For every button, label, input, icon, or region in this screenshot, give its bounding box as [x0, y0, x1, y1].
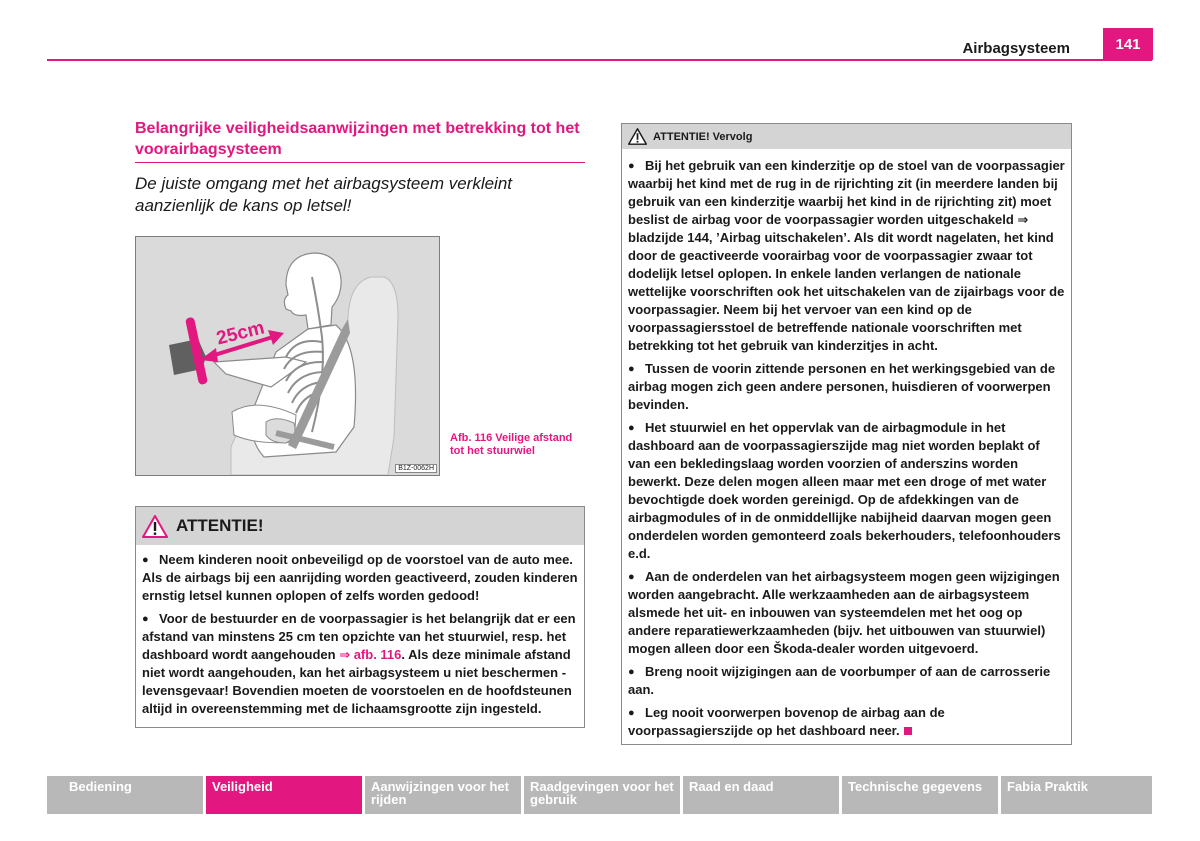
warning-continued-box — [621, 123, 1072, 745]
footer-tab-fabia-praktik[interactable]: Fabia Praktik — [1001, 776, 1152, 814]
warning-item: ● Tussen de voorin zittende personen en het werkingsgebied van de airbag mogen zich geen andere personen, huisdieren of voorwerpen bevinden. — [628, 361, 1056, 412]
footer-tab-raad-en-daad[interactable]: Raad en daad — [683, 776, 839, 814]
footer-tab-aanwijzingen[interactable]: Aanwijzingen voor het rijden — [365, 776, 521, 814]
warning-item: ● Aan de onderdelen van het airbagsysteem mogen geen wijzigingen worden aangebracht. Alle werkzaamheden aan de airbagsysteem alsmede het uit- en inbouwen van systeemdelen met het oog op andere reparatiewerkzaamheden (bijv. het uitbouwen van stuurwiel) mogen alleen door een Škoda-dealer worden uitgevoerd. — [628, 569, 1060, 656]
end-of-section-marker — [904, 727, 912, 735]
bullet-icon: ● — [628, 363, 635, 375]
bullet-icon: ● — [142, 613, 149, 625]
footer-nav — [47, 776, 1152, 814]
section-title-rule — [135, 162, 585, 163]
footer-tab-veiligheid[interactable]: Veiligheid — [206, 776, 362, 814]
bullet-icon: ● — [628, 707, 635, 719]
footer-tab-raadgevingen[interactable]: Raadgevingen voor het gebruik — [524, 776, 680, 814]
warning-item: ● Leg nooit voorwerpen bovenop de airbag aan de voorpassagierszijde op het dashboard neer. — [628, 705, 945, 738]
bullet-icon: ● — [628, 571, 635, 583]
warning-item: ● Het stuurwiel en het oppervlak van de airbagmodule in het dashboard aan de voorpassagierszijde mag niet worden beplakt of van een bekledingslaag worden voorzien of anderszins worden bewerkt. Deze delen mogen alleen maar met een droge of met water bevochtigde doek worden gereinigd. Op de afdekkingen van de airbagmodules of in de onmiddellijke nabijheid daarvan mogen geen onderdelen worden gemonteerd zoals bekerhouders, telefoonhouders e.d. — [628, 420, 1061, 561]
running-header-title: Airbagsysteem — [962, 40, 1070, 57]
footer-tab-bediening[interactable]: Bediening — [47, 776, 203, 814]
bullet-icon: ● — [142, 554, 149, 566]
warning-item: ● Breng nooit wijzigingen aan de voorbumper of aan de carrosserie aan. — [628, 664, 1051, 697]
figure-code: B1Z-0062H — [395, 464, 437, 473]
footer-tab-technische-gegevens[interactable]: Technische gegevens — [842, 776, 998, 814]
section-title: Belangrijke veiligheidsaanwijzingen met betrekking tot het voorairbagsysteem — [135, 120, 580, 158]
figure-caption: Afb. 116 Veilige afstand tot het stuurwiel — [450, 432, 573, 457]
warning-item: ● Neem kinderen nooit onbeveiligd op de voorstoel van de auto mee. Als de airbags bij een aanrijding worden geactiveerd, zouden kinderen ernstig letsel kunnen oplopen of zelfs worden gedood! — [142, 552, 578, 603]
warning-triangle-icon — [142, 515, 168, 538]
bullet-icon: ● — [628, 160, 635, 172]
warning-header — [136, 507, 584, 545]
warning-item: ● Voor de bestuurder en de voorpassagier is het belangrijk dat er een afstand van minstens 25 cm ten opzichte van het stuurwiel, resp. het dashboard wordt aangehouden ⇒ afb. 116. Als deze minimale afstand niet wordt aangehouden, kan het airbagsysteem u niet beschermen - levensgevaar! Bovendien moeten de voorstoelen en de hoofdsteunen altijd in overeenstemming met de lichaamsgrootte zijn ingesteld. — [142, 611, 576, 716]
airbag-distance-figure — [135, 236, 440, 476]
warning-item: ● Bij het gebruik van een kinderzitje op de stoel van de voorpassagier waarbij het kind met de rug in de rijrichting zit (in meerdere landen bij gebruik van een kinderzitje waarbij het kind in de rijrichting zit) moet beslist de airbag voor de voorpassagier worden uitgeschakeld ⇒ bladzijde 144, ’Airbag uitschakelen’. Als dit wordt nagelaten, het kind door de geactiveerde voorairbag voor de voorpassagier zwaar tot dodelijk letsel oplopen. In enkele landen verlangen de nationale wettelijke voorschriften ook het uitschakelen van de zijairbags voor de voorpassagier. Neem bij het vervoer van een kind op de voorpassagiersstoel de betreffende nationale voorschriften met betrekking tot het gebruik van kinderzitjes in acht. — [628, 158, 1065, 353]
header-rule — [47, 59, 1152, 61]
warning-continued-header — [622, 124, 1071, 149]
warning-continued-title: ATTENTIE! Vervolg — [653, 130, 753, 143]
bullet-icon: ● — [628, 666, 635, 678]
distance-label: 25cm — [214, 317, 267, 350]
page-number: 141 — [1103, 28, 1153, 60]
figure-reference-link[interactable]: ⇒ afb. 116 — [339, 647, 402, 662]
driver-distance-illustration — [136, 237, 439, 475]
section-lead: De juiste omgang met het airbagsysteem verkleint aanzienlijk de kans op letsel! — [135, 174, 513, 215]
warning-triangle-icon — [628, 128, 647, 145]
bullet-icon: ● — [628, 422, 635, 434]
warning-title: ATTENTIE! — [176, 516, 264, 535]
warning-box — [135, 506, 585, 728]
